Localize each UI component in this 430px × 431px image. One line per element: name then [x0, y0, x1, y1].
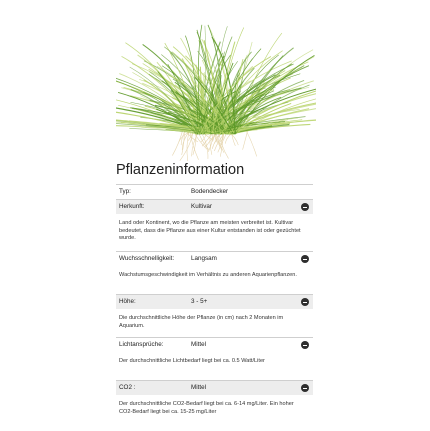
info-label: Höhe:	[119, 298, 136, 305]
info-row-header[interactable]	[116, 295, 313, 309]
section-title: Pflanzeninformation	[116, 162, 245, 178]
minus-circle-icon[interactable]	[301, 298, 309, 306]
info-label: CO2 :	[119, 384, 136, 391]
plant-image	[116, 6, 316, 162]
info-row-header[interactable]	[116, 381, 313, 395]
minus-circle-icon[interactable]	[301, 203, 309, 211]
info-description: Die durchschnittliche Höhe der Pflanze (in cm) nach 2 Monaten im Aquarium.	[119, 315, 284, 329]
info-row-header[interactable]	[116, 200, 313, 214]
info-label: Lichtansprüche:	[119, 341, 164, 348]
info-label: Typ:	[119, 188, 131, 195]
info-label: Herkunft:	[119, 203, 145, 210]
info-row-height	[116, 294, 313, 337]
info-description: Der durchschnittliche CO2-Bedarf liegt bei ca. 6-14 mg/Liter. Ein hoher CO2-Bedarf liegt bei ca. 15-25 mg/Liter	[119, 401, 294, 415]
info-label: Wuchsschnelligkeit:	[119, 255, 175, 262]
info-row-header[interactable]	[116, 252, 313, 266]
info-row-origin	[116, 199, 313, 251]
info-description: Der durchschnittliche Lichtbedarf liegt bei ca. 0.5 Watt/Liter	[119, 358, 265, 364]
minus-circle-icon[interactable]	[301, 255, 309, 263]
info-value: Mittel	[191, 384, 207, 391]
info-row-growth	[116, 251, 313, 294]
info-description: Land oder Kontinent, wo die Pflanze am meisten verbreitet ist. Kultivar bedeutet, dass die Pflanze aus einer Kultur entstanden ist oder gezüchtet wurde.	[119, 220, 301, 242]
info-value: Bodendecker	[191, 188, 229, 195]
info-row-header	[116, 185, 313, 199]
plant-info-table	[116, 184, 313, 431]
info-value: Mittel	[191, 341, 207, 348]
info-value: 3 - 5+	[191, 298, 208, 305]
info-row-light	[116, 337, 313, 380]
info-row-type	[116, 184, 313, 199]
info-description: Wachstumsgeschwindigkeit im Verhältnis zu anderen Aquarienpflanzen.	[119, 272, 297, 278]
info-row-co2	[116, 380, 313, 431]
info-value: Kultivar	[191, 203, 212, 210]
info-row-header[interactable]	[116, 338, 313, 352]
minus-circle-icon[interactable]	[301, 341, 309, 349]
minus-circle-icon[interactable]	[301, 384, 309, 392]
info-value: Langsam	[191, 255, 217, 262]
grass-tuft-image	[116, 6, 316, 162]
